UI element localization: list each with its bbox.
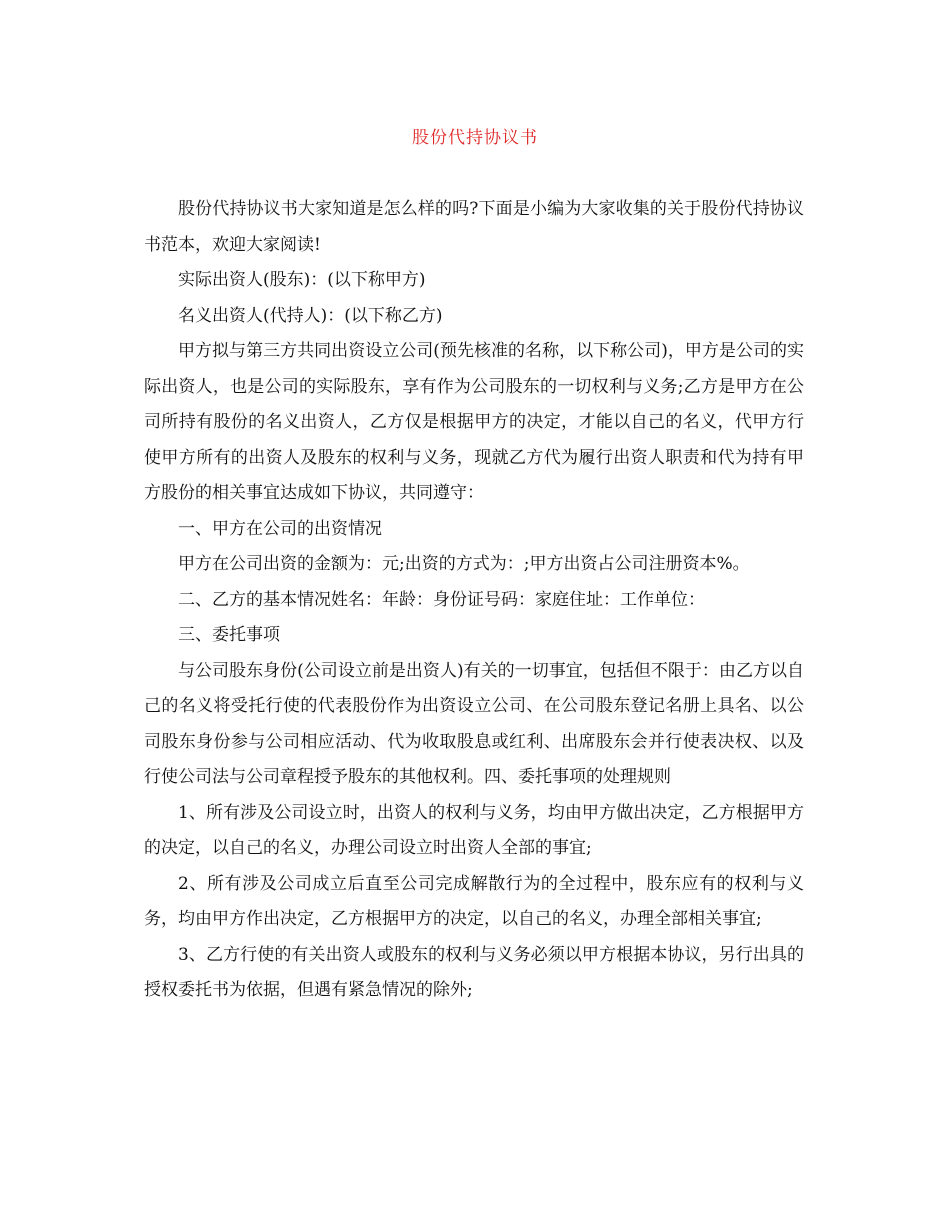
document-body	[144, 192, 804, 1009]
section-heading-3: 三、委托事项	[178, 625, 280, 645]
paragraph-entrusted-matters: 与公司股东身份(公司设立前是出资人)有关的一切事宜，包括但不限于：由乙方以自己的名义将受托行使的代表股份作为出资设立公司、在公司股东登记名册上具名、以公司股东身份参与公司相应活动、代为收取股息或红利、出席股东会并行使表决权、以及行使公司法与公司章程授予股东的其他权利。四、委托事项的处理规则	[144, 660, 804, 787]
paragraph-party-a: 实际出资人(股东)：(以下称甲方)	[178, 270, 426, 290]
page-title: 股份代持协议书	[412, 128, 538, 148]
paragraph-rule-1: 1、所有涉及公司设立时，出资人的权利与义务，均由甲方做出决定，乙方根据甲方的决定，以自己的名义，办理公司设立时出资人全部的事宜;	[144, 802, 804, 858]
paragraph-party-b: 名义出资人(代持人)：(以下称乙方)	[178, 305, 443, 326]
paragraph-preamble: 甲方拟与第三方共同出资设立公司(预先核准的名称，以下称公司)，甲方是公司的实际出资人，也是公司的实际股东，享有作为公司股东的一切权利与义务;乙方是甲方在公司所持有股份的名义出资人，乙方仅是根据甲方的决定，才能以自己的名义，代甲方行使甲方所有的出资人及股东的权利与义务，现就乙方代为履行出资人职责和代为持有甲方股份的相关事宜达成如下协议，共同遵守：	[144, 341, 804, 503]
paragraph-rule-2: 2、所有涉及公司成立后直至公司完成解散行为的全过程中，股东应有的权利与义务，均由甲方作出决定，乙方根据甲方的决定，以自己的名义，办理全部相关事宜;	[144, 873, 804, 929]
paragraph-rule-3: 3、乙方行使的有关出资人或股东的权利与义务必须以甲方根据本协议，另行出具的授权委托书为依据，但遇有紧急情况的除外;	[144, 944, 804, 1000]
paragraph-capital: 甲方在公司出资的金额为：元;出资的方式为：;甲方出资占公司注册资本%。	[178, 554, 750, 574]
section-heading-2: 二、乙方的基本情况姓名：年龄：身份证号码：家庭住址：工作单位：	[178, 589, 705, 610]
paragraph-intro: 股份代持协议书大家知道是怎么样的吗?下面是小编为大家收集的关于股份代持协议书范本，欢迎大家阅读!	[144, 199, 804, 255]
section-heading-1: 一、甲方在公司的出资情况	[178, 518, 382, 539]
